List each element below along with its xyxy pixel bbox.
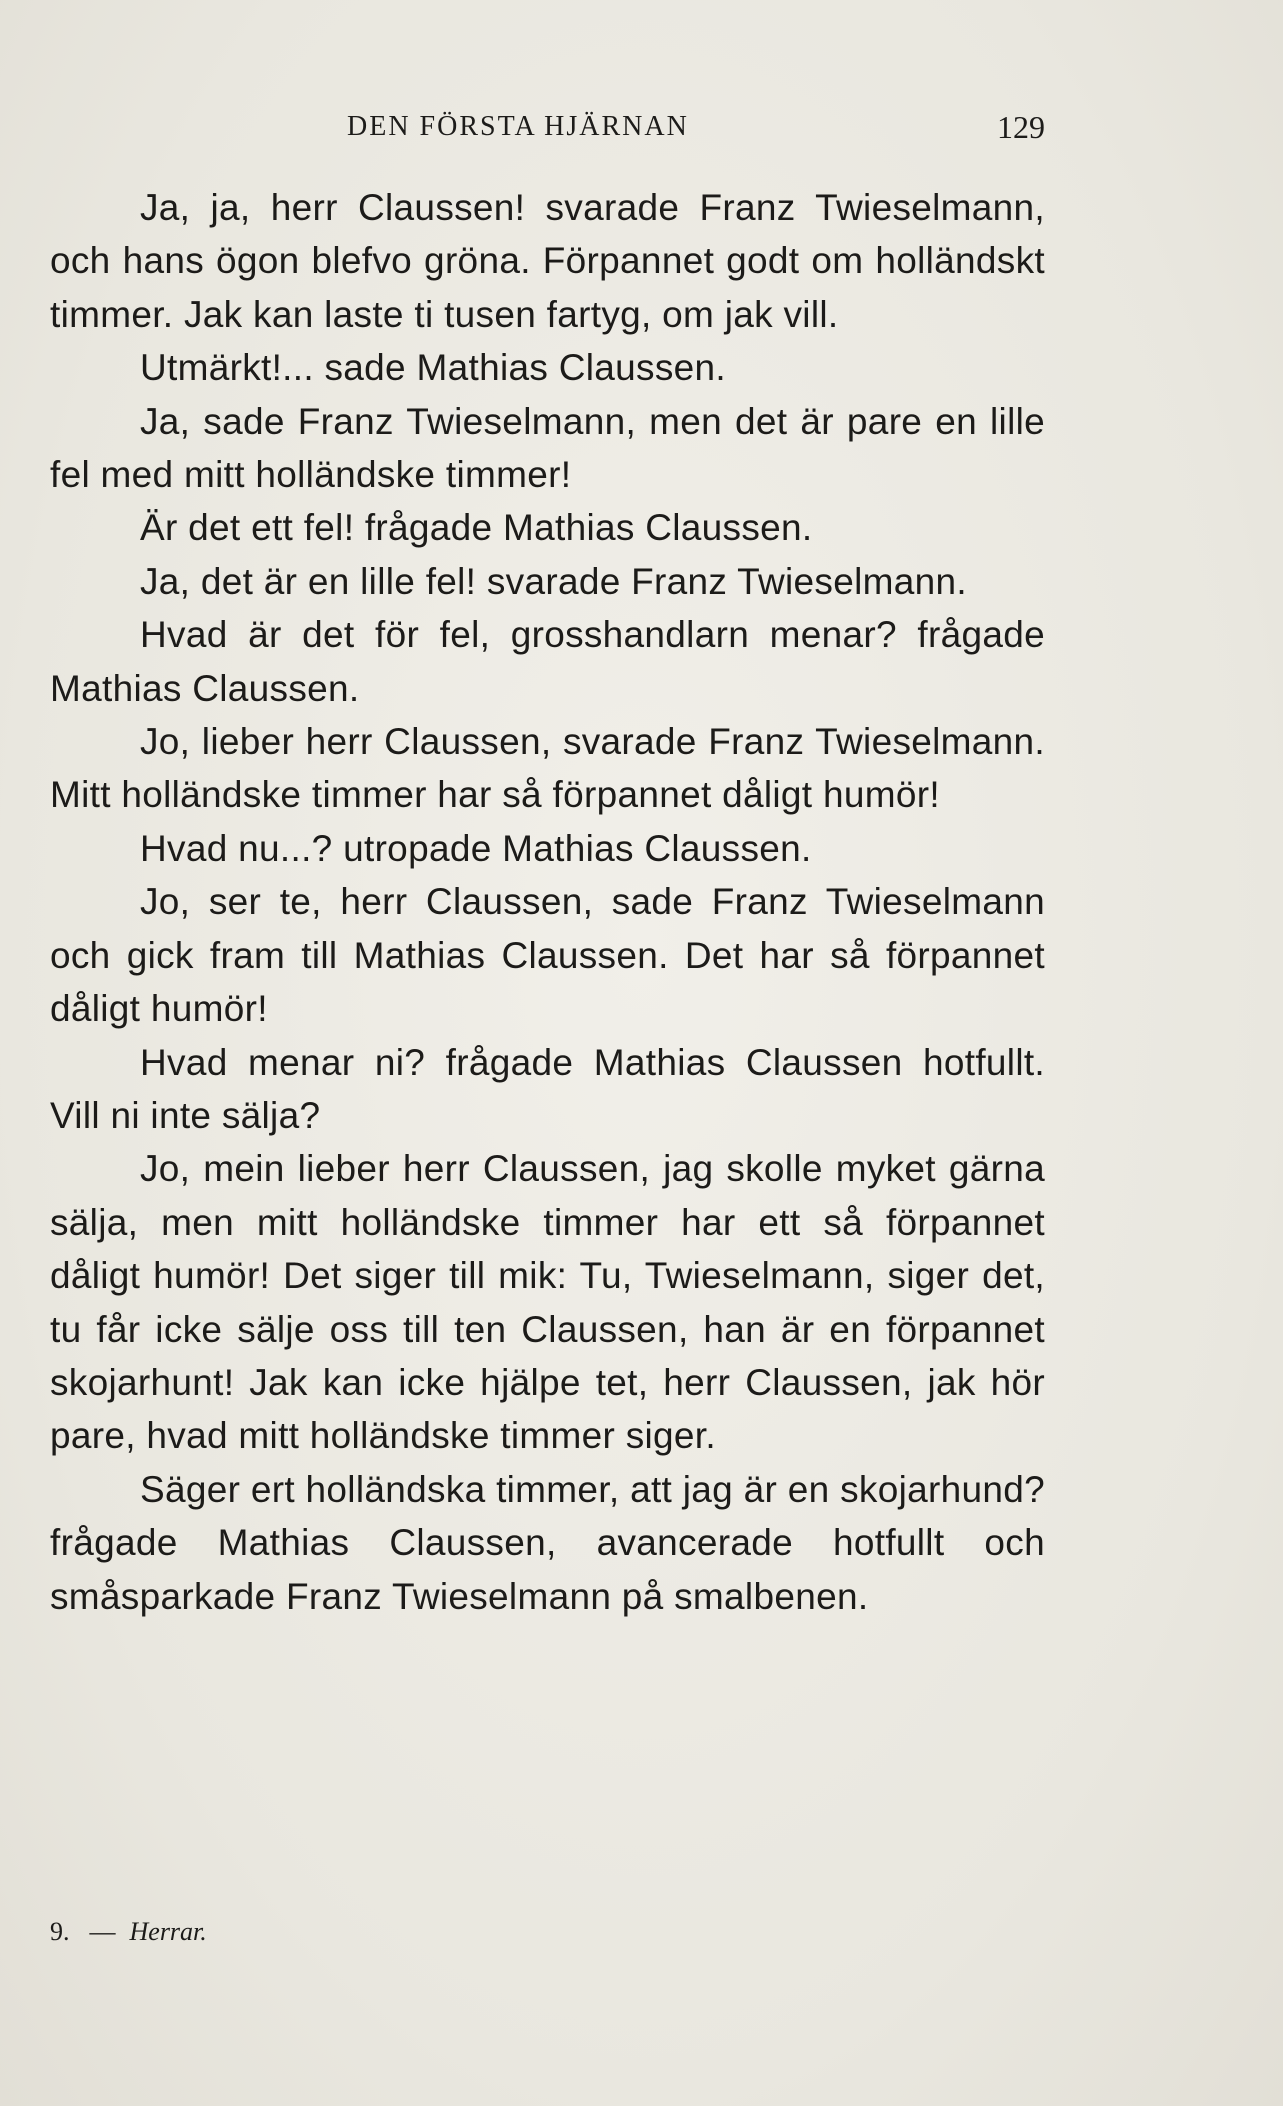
page-header [50,105,1045,149]
paragraph: Utmärkt!... sade Mathias Claussen. [140,347,726,389]
running-title: DEN FÖRSTA HJÄRNAN [347,111,689,142]
paragraph: Jo, lieber herr Claussen, svarade Franz Twieselmann. Mitt holländske timmer har så förpannet dåligt humör! [50,721,1045,816]
paragraph: Ja, ja, herr Claussen! svarade Franz Twieselmann, och hans ögon blefvo gröna. Förpannet godt om holländskt timmer. Jak kan laste ti tusen fartyg, om jak vill. [50,187,1045,335]
paragraph: Ja, sade Franz Twieselmann, men det är pare en lille fel med mitt holländske timmer! [50,400,1045,496]
paragraph: Jo, ser te, herr Claussen, sade Franz Twieselmann och gick fram till Mathias Claussen. Det har så förpannet dåligt humör! [50,881,1045,1030]
paragraph: Säger ert holländska timmer, att jag är en skojarhund? frågade Mathias Claussen, avancerade hotfullt och småsparkade Franz Twieselmann på smalbenen. [50,1468,1045,1617]
paragraph: Hvad nu...? utropade Mathias Claussen. [140,827,812,869]
paragraph: Hvad är det för fel, grosshandlarn menar? frågade Mathias Claussen. [50,614,1045,709]
paragraph: Hvad menar ni? frågade Mathias Claussen hotfullt. Vill ni inte sälja? [50,1041,1045,1136]
signature-dash: — [89,1917,116,1946]
signature-mark [50,1912,207,1952]
paragraph: Är det ett fel! frågade Mathias Claussen. [140,507,813,549]
page-number: 129 [997,109,1045,145]
body-text [50,181,1045,1623]
paragraph: Jo, mein lieber herr Claussen, jag skolle myket gärna sälja, men mitt holländske timmer har ett så förpannet dåligt humör! Det siger till mik: Tu, Twieselmann, siger det, tu får icke sälje oss till ten Claussen, han är en förpannet skojarhunt! Jak kan icke hjälpe tet, herr Claussen, jak hör pare, hvad mitt holländske timmer siger. [50,1148,1045,1457]
signature-number: 9. [50,1917,70,1946]
signature-word: Herrar. [129,1917,207,1946]
paragraph: Ja, det är en lille fel! svarade Franz Twieselmann. [140,560,967,602]
